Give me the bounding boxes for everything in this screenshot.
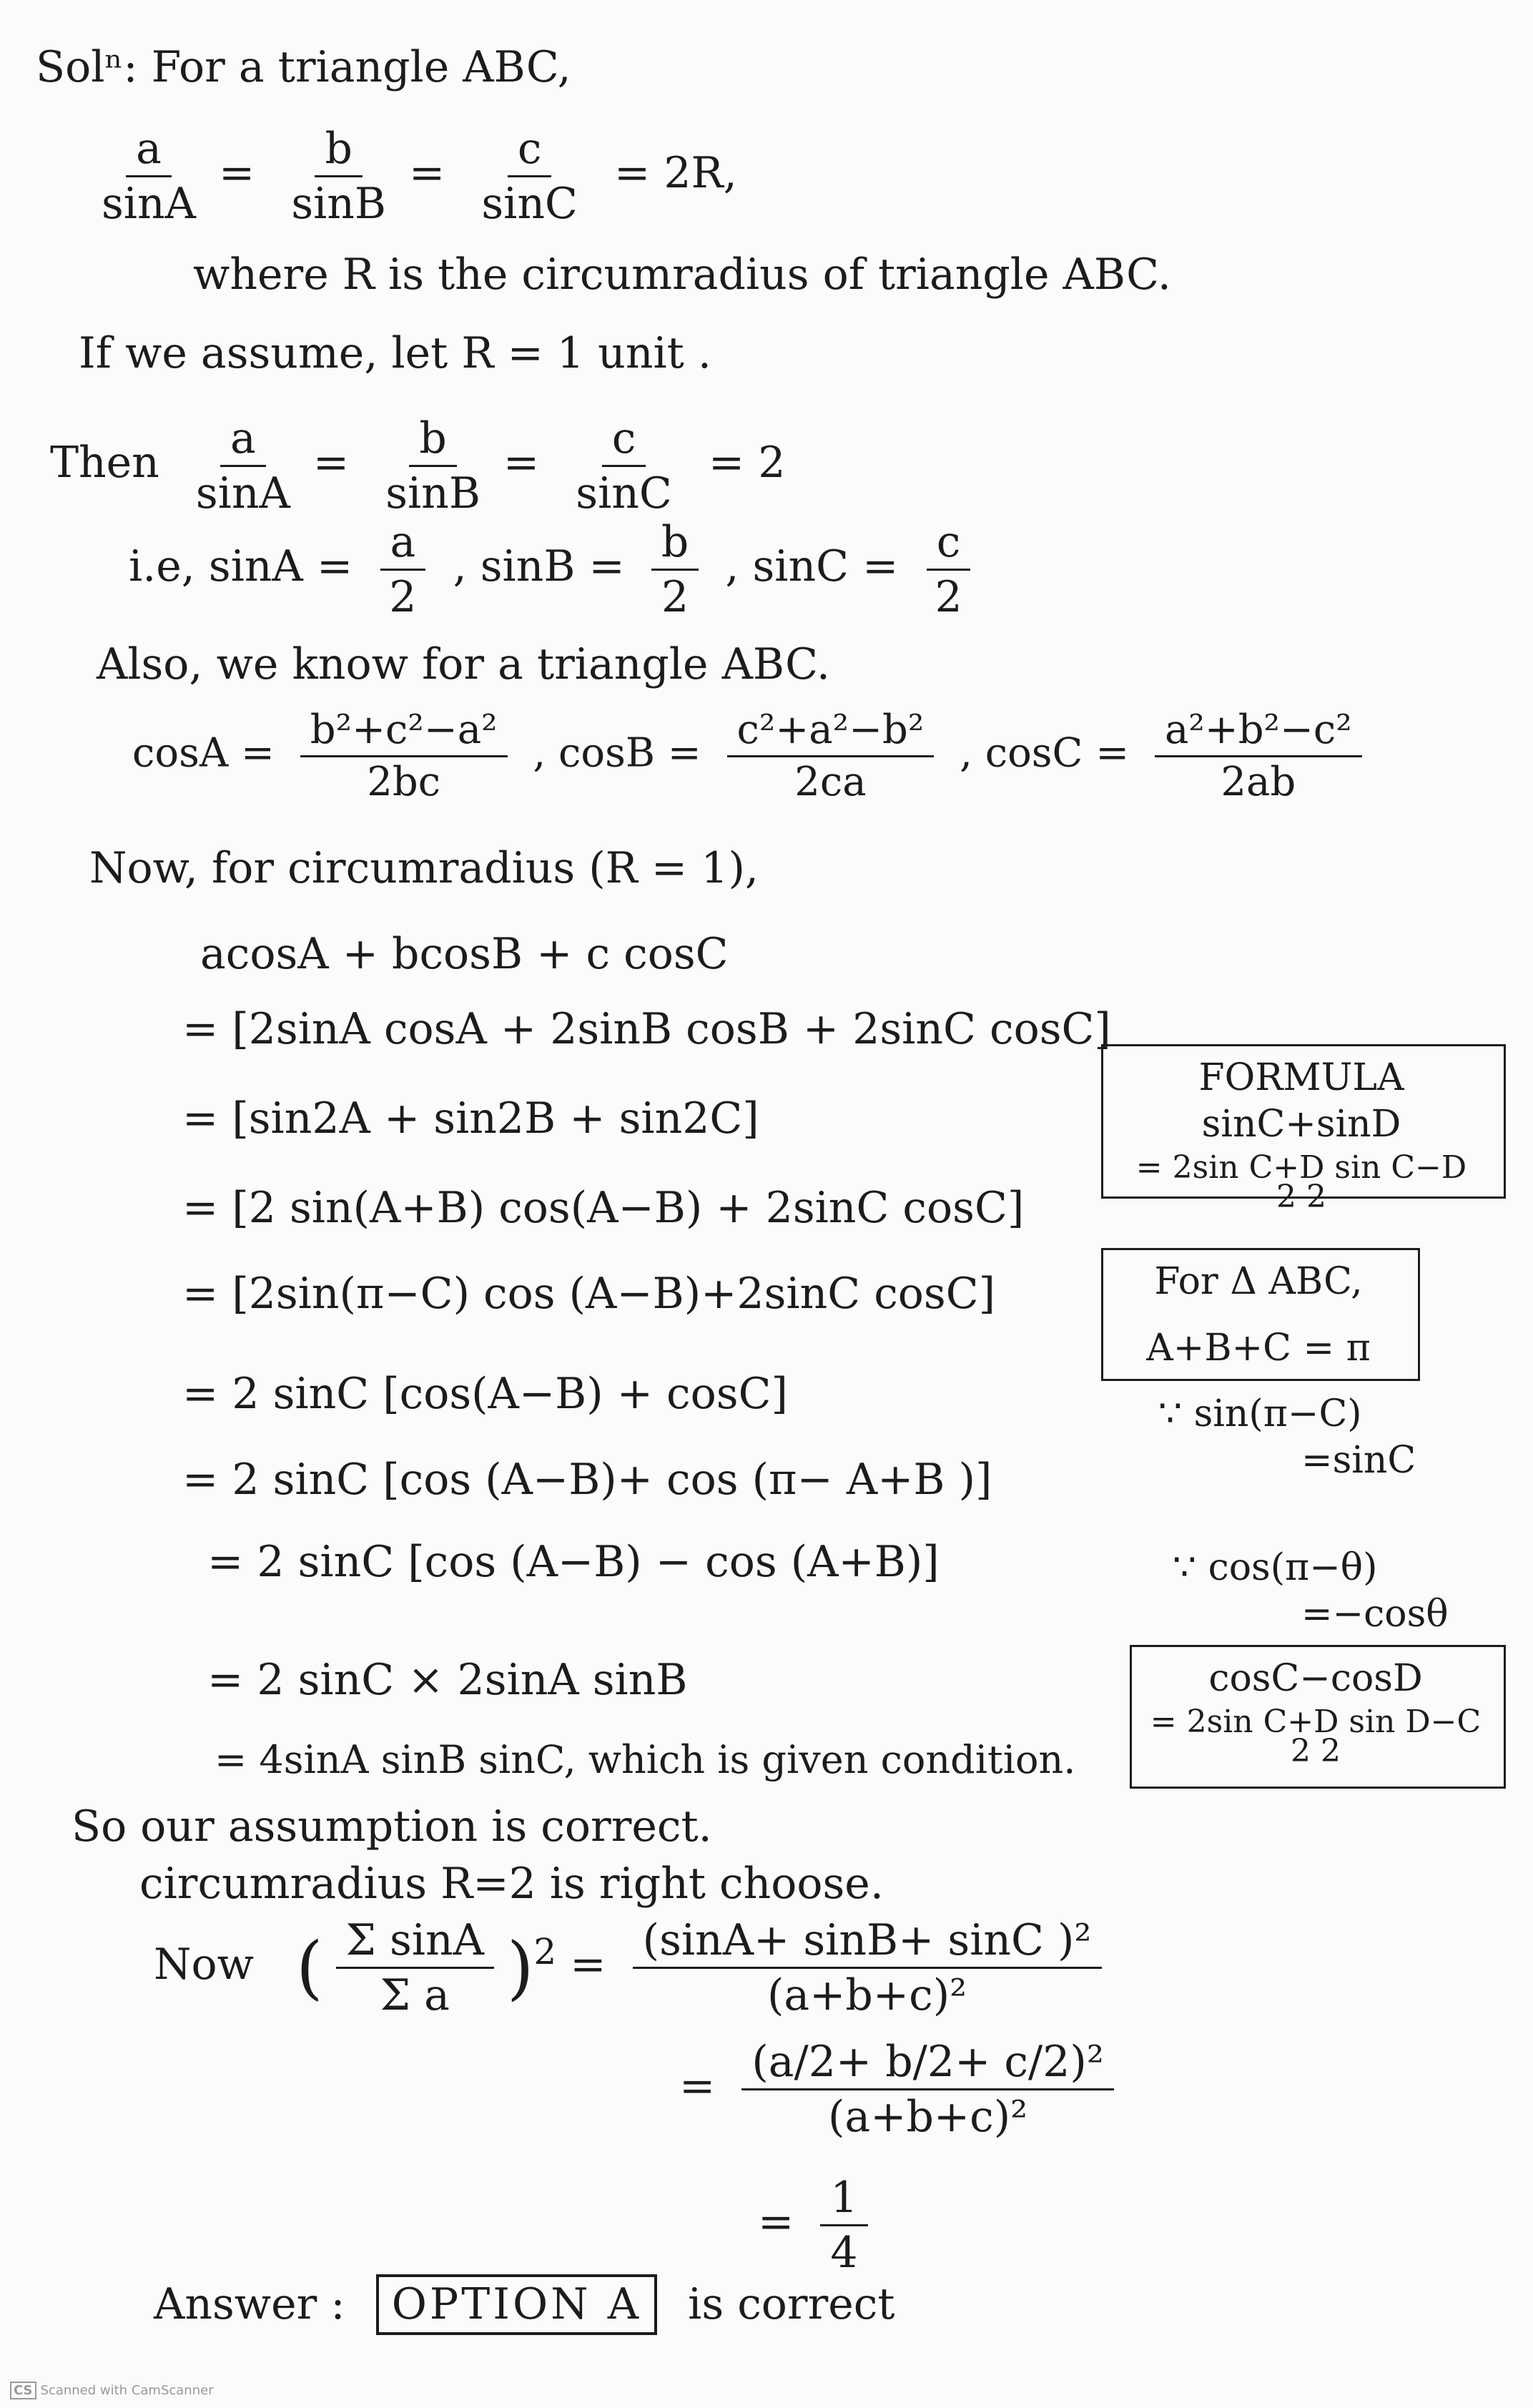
now-line: Now, for circumradius (R = 1),: [89, 843, 759, 893]
then-line: Then $\frac{a}{\sin A}$ = $\frac{b}{\sin B}$ = $\frac{c}{\sin C}$ = 2: [50, 413, 786, 519]
frac-den: sinB: [385, 468, 480, 519]
frac-num: c: [927, 519, 971, 571]
frac-den: 2: [661, 572, 689, 622]
frac-num: a²+b²−c²: [1155, 708, 1362, 757]
final-ratio-step-2: = $\frac{\text{(a/2+ b/2+ c/2)²}}{\text{(a+b+c)²}}$: [679, 2038, 1127, 2141]
frac-num: a: [126, 125, 172, 177]
solution-heading: Solⁿ: For a triangle ABC,: [36, 42, 571, 92]
step-3: = [2 sin(A+B) cos(A−B) + 2sinC cosC]: [182, 1183, 1025, 1233]
also-line: Also, we know for a triangle ABC.: [97, 639, 830, 689]
note-line: =−cosθ: [1301, 1593, 1449, 1636]
camscanner-logo-icon: CS: [10, 2382, 36, 2399]
answer-tail: is correct: [688, 2279, 895, 2329]
frac-den: sinC: [576, 468, 672, 519]
note-line: ∵ sin(π−C): [1158, 1392, 1362, 1435]
step-4: = [2sin(π−C) cos (A−B)+2sinC cosC]: [182, 1269, 996, 1319]
frac-num: a: [220, 415, 266, 467]
frac-den: 4: [830, 2228, 858, 2278]
cosa-label: cosA =: [132, 729, 275, 777]
power: 2: [533, 1931, 557, 1973]
frac-den: 2: [389, 572, 417, 622]
frac-num: b: [315, 125, 362, 177]
conclusion-line: So our assumption is correct.: [72, 1802, 712, 1852]
formula-line: = 2sin C+D sin C−D: [1135, 1149, 1467, 1186]
circumradius-definition: where R is the circumradius of triangle ABC.: [193, 250, 1171, 300]
frac-num: b: [651, 519, 699, 571]
sine-values-line: [129, 519, 985, 621]
final-ratio-result: = $\frac{1}{4}$: [758, 2174, 881, 2276]
step-5: = 2 sinC [cos(A−B) + cosC]: [182, 1369, 788, 1419]
answer-label: Answer :: [154, 2279, 345, 2329]
equals-2: = 2: [708, 438, 786, 488]
sinb-label: , sinB =: [453, 541, 625, 592]
step-7: = 2 sinC [cos (A−B) − cos (A+B)]: [207, 1537, 940, 1587]
frac-den: (a+b+c)²: [828, 2092, 1028, 2142]
frac-num: (sinA+ sinB+ sinC )²: [633, 1917, 1102, 1969]
note-line: A+B+C = π: [1146, 1327, 1371, 1370]
frac-num: 1: [820, 2174, 867, 2226]
triangle-sum-note: [1115, 1259, 1401, 1372]
note-line: For Δ ABC,: [1154, 1260, 1363, 1303]
frac-num: c: [508, 125, 552, 177]
note-line: ∵ cos(π−θ): [1173, 1546, 1378, 1589]
formula-line: 2 2: [1276, 1179, 1326, 1215]
frac-den: 2ab: [1221, 758, 1296, 805]
formula-line: sinC+sinD: [1201, 1103, 1401, 1146]
step-6: = 2 sinC [cos (A−B)+ cos (π− A+B )]: [182, 1455, 992, 1505]
expression-line: acosA + bcosB + c cosC: [200, 929, 729, 979]
frac-num: Σ sinA: [336, 1917, 494, 1969]
formula-line: 2 2: [1291, 1733, 1341, 1769]
frac-den: 2ca: [794, 758, 867, 805]
final-ratio-line: Now ( $\frac{\text{Σ sinA}}{\text{Σ a}}$ )$^2$ = $\frac{\text{(sinA+ sinB+ sinC )²}}{\text{(a+b+c)²}}$: [154, 1917, 1115, 2019]
frac-den: sinA: [102, 179, 196, 229]
frac-num: b: [409, 415, 456, 467]
frac-den: Σ a: [380, 1970, 450, 2020]
sin-identity-note: [1158, 1391, 1416, 1484]
formula-line: = 2sin C+D sin D−C: [1150, 1704, 1482, 1740]
camscanner-watermark: [10, 2382, 214, 2399]
step-2: = [sin2A + sin2B + sin2C]: [182, 1094, 759, 1144]
formula-note-sum: [1115, 1055, 1487, 1217]
equals-2r: = 2R,: [614, 148, 737, 199]
sinc-label: , sinC =: [725, 541, 899, 592]
frac-den: sinA: [195, 468, 290, 519]
circumradius-choice-line: circumradius R=2 is right choose.: [139, 1859, 884, 1909]
frac-den: sinC: [481, 179, 578, 229]
answer-line: [154, 2274, 895, 2335]
formula-title: FORMULA: [1198, 1056, 1404, 1099]
step-9: = 4sinA sinB sinC, which is given condition.: [215, 1737, 1076, 1782]
cosine-rule-line: [132, 708, 1375, 804]
ie-label: i.e, sinA =: [129, 541, 353, 592]
answer-option-box: OPTION A: [376, 2274, 657, 2335]
frac-den: (a+b+c)²: [766, 1970, 967, 2020]
formula-note-diff: [1144, 1656, 1487, 1771]
frac-den: sinB: [291, 179, 387, 229]
assumption-line: If we assume, let R = 1 unit .: [79, 328, 711, 378]
frac-num: c²+a²−b²: [727, 708, 935, 757]
cos-identity-note: [1173, 1545, 1449, 1638]
now-label: Now: [154, 1940, 254, 1990]
frac-den: 2bc: [367, 758, 441, 805]
formula-line: cosC−cosD: [1208, 1657, 1423, 1700]
frac-den: 2: [935, 572, 962, 622]
cosc-label: , cosC =: [960, 729, 1130, 777]
step-8: = 2 sinC × 2sinA sinB: [207, 1655, 688, 1705]
frac-num: b²+c²−a²: [300, 708, 508, 757]
cosb-label: , cosB =: [533, 729, 701, 777]
frac-num: (a/2+ b/2+ c/2)²: [741, 2038, 1114, 2090]
frac-num: c: [602, 415, 646, 467]
frac-num: a: [380, 519, 426, 571]
step-1: = [2sinA cosA + 2sinB cosB + 2sinC cosC]: [182, 1004, 1111, 1054]
note-line: =sinC: [1301, 1439, 1416, 1482]
then-label: Then: [50, 438, 159, 488]
sine-rule-line: $\frac{a}{\sin A}$ = $\frac{b}{\sin B}$ = $\frac{c}{\sin C}$ = 2R,: [79, 125, 737, 227]
watermark-text: Scanned with CamScanner: [40, 2383, 214, 2398]
